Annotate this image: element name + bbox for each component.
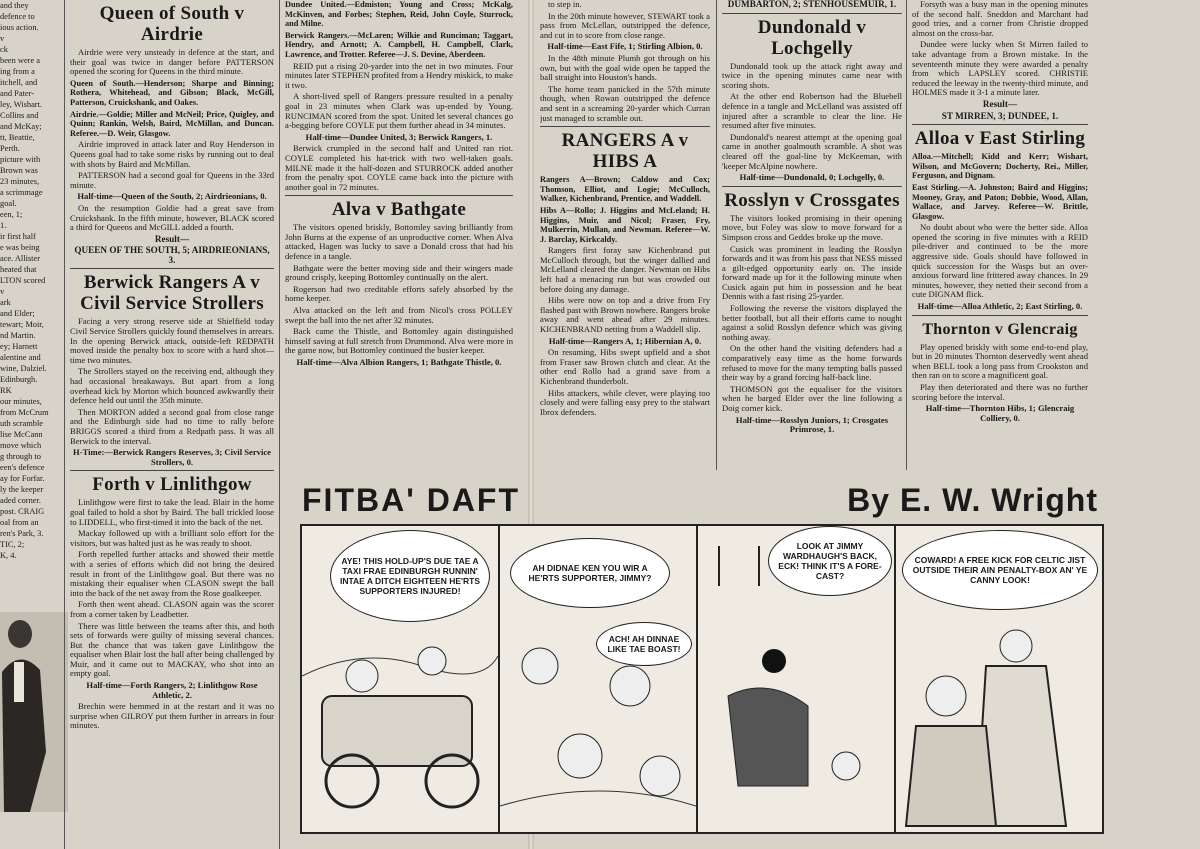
cutoff-text-line: ing from a [0,67,35,76]
speech-bubble-2: AH DIDNAE KEN YOU WIR A HE'RTS SUPPORTER, JIMMY? [510,538,670,608]
article-paragraph: There was little between the teams after this, and both sets of forwards were guilty of missing several chances. But the chance that was taken gave Linlithgow the equaliser when Blair lost the ball after being challenged by Muir, and it came out to MACKAY, who shot into an empty goal. [70,620,274,679]
cutoff-text-line: defence to [0,12,35,21]
column-queen-of-south [70,0,274,849]
cutoff-text-line: K, 4. [0,551,17,560]
article-paragraph: Airdrie improved in attack later and Roy Henderson in Queens goal had to take some risks by running out to deal with shots by Baird and McMillan. [70,139,274,169]
article-paragraph: Dundee were lucky when St Mirren failed to take advantage from a Brown mistake. In the seventeenth minute they were awarded a penalty from which LAPSLEY scored. CHRISTIE reduced the leeway in the twenty-third minute, and HOLMES made it 3-1 a minute later. [912,39,1088,98]
column-dundee-alva [285,0,513,470]
cutoff-text-line: LTON scored [0,276,46,285]
article-paragraph: Alva attacked on the left and from Nicol's cross POLLEY swept the ball into the net after 32 minutes. [285,305,513,325]
cutoff-text-line: and Elder; [0,309,35,318]
cutoff-text-line: lise McCann [0,430,43,439]
cutoff-text-line: oal from an [0,518,39,527]
cutoff-text-line: 23 minutes, [0,177,40,186]
cutoff-text-line: Perth. [0,144,20,153]
article-paragraph: On the other hand the visiting defenders had a comparatively easy time as the home forwards refused to move for the many tempting balls passed their way by a grand forcing half-back line. [722,343,902,383]
cutoff-text-line: RK [0,386,12,395]
cutoff-text-line: ay for Forfar. [0,474,45,483]
cutoff-text-line: move which [0,441,42,450]
half-time-score: Half-time—Forth Rangers, 2; Linlithgow Rose Athletic, 2. [86,680,258,700]
headline-alloa-east-stirling: Alloa v East Stirling [914,128,1086,150]
team-lineup: Airdrie.—Goldie; Miller and McNeil; Price, Quigley, and Quinn; Rankin, Welsh, Baird, McMillan, and Duncan. Referee.—D. Weir, Glasgow. [70,109,274,138]
cutoff-text-line: v [0,34,5,43]
cutoff-text-line: ly the keeper [0,485,44,494]
article-paragraph: Rogerson had two creditable efforts safely absorbed by the home keeper. [285,283,513,304]
article-paragraph: On the resumption Goldie had a great save from Cruickshank. In the fifth minute, however, BLACK scored a third for Queens and McGILL added a fourth. [70,202,274,233]
team-lineup: Dundee United.—Edmiston; Young and Cross; McKalg, McKinven, and Forbes; Stephen, Reid, John Coyle, Sturrock, and Milne. [285,0,513,29]
article-paragraph: Rangers first foray saw Kichenbrand put McCulloch through, but the winger dallied and McLelland cleared the danger. Newman on Hibs left had a menacing run but was crowded out before doing any damage. [540,245,710,294]
speech-bubble-3: ACH! AH DINNAE LIKE TAE BOAST! [596,622,692,666]
article-paragraph: Dundonald took up the attack right away and twice in the opening minutes came near with scoring shots. [722,60,902,90]
article-paragraph: Forsyth was a busy man in the opening minutes of the second half. Sneddon and Marchant had good tries, and a corner from Christie dropped almost on the cross-bar. [912,0,1088,38]
cutoff-text-line: Edinburgh. [0,375,38,384]
article-paragraph: The visitors opened briskly, Bottomley saving brilliantly from John Burns at the expense of an unproductive corner. When Alva attacked, Hagen was lucky to save a Donald cross that had his defence in a tangle. [285,222,513,262]
cutoff-text-line: our minutes, [0,397,42,406]
column-dundonald-rosslyn [722,0,902,470]
cutoff-text-line: itchell, and [0,78,38,87]
cutoff-text-line: aded corner. [0,496,41,505]
cartoon-panel-3 [698,526,896,832]
result-score: QUEEN OF THE SOUTH, 5; AIRDRIEONIANS, 3. [74,245,270,265]
cutoff-text-line: ley, Wishart. [0,100,42,109]
article-paragraph: The home team panicked in the 57th minute though, when Rowan outstripped the defence and sent in a screaming 20-yarder which Curran just managed to scramble out. [540,83,710,123]
article-paragraph: Dundonald's nearest attempt at the opening goal came in another goalmouth scramble. A shot was cleared off the goal-line by McKeeman, with 'keeper McAlpine nowhere. [722,131,902,171]
article-paragraph: The visitors looked promising in their opening move, but Foley was slow to move forward for a Simpson cross and Geddes broke up the move. [722,212,902,242]
cutoff-text-line: g through to [0,452,41,461]
half-time-score: H-Time:—Berwick Rangers Reserves, 3; Civil Service Strollers, 0. [73,447,271,467]
article-paragraph: Then MORTON added a second goal from close range and the Edinburgh side had no time to rally before BRIGGS scored a third from a Redpath pass. It was all Berwick to the interval. [70,406,274,446]
article-paragraph: Play then deteriorated and there was no further scoring before the interval. [912,382,1088,402]
headline-queen-of-south: Queen of South v Airdrie [99,3,245,45]
article-paragraph: Linlithgow were first to take the lead. Blair in the home goal failed to hold a shot by Baird. The ball trickled loose to LIDDELL, who first-timed it into the back of the net. [70,497,274,527]
article-paragraph: Berwick crumpled in the second half and United ran riot. COYLE completed his hat-trick with two well-taken goals. MILNE made it the half-dozen and STURROCK added another from the penalty spot. COYLE came back into the picture with another goal in 72 minutes. [285,143,513,192]
article-paragraph: Hibs attackers, while clever, were playing too closely and were falling easy prey to the stalwart Ibrox defenders. [540,387,710,417]
cutoff-text-line: uth scramble [0,419,44,428]
cutoff-text-line: TIC, 2; [0,540,25,549]
result-label: Result— [154,233,190,244]
speech-bubble-5: COWARD! A FREE KICK FOR CELTIC JIST OUTSIDE THEIR AIN PENALTY-BOX AN' YE CANNY LOOK! [902,530,1098,610]
cutoff-text-line: picture with [0,155,41,164]
cutoff-text-line: and they [0,1,29,10]
cutoff-text-line: post. CRAIG [0,507,45,516]
cutoff-text-line: 1. [0,221,7,230]
speech-bubble-4: LOOK AT JIMMY WARDHAUGH'S BACK, ECK! THINK IT'S A FORE-CAST? [768,526,892,596]
result-score: ST MIRREN, 3; DUNDEE, 1. [941,110,1059,121]
headline-alva-bathgate: Alva v Bathgate [331,199,467,221]
team-lineup: Queen of South.—Henderson; Sharpe and Binning; Rothera, Whitehead, and Gibson; Black, McGill, Patterson, Cruickshank, and Oakes. [70,78,274,107]
team-lineup: East Stirling.—A. Johnston; Baird and Higgins; Mooney, Gray, and Paton; Dobbie, Wood, Allan, Wallace, and Jarvey. Referee—W. Brittle, Glasgow. [912,182,1088,221]
headline-berwick-civil-service: Berwick Rangers A v Civil Service Strollers [80,272,264,315]
cutoff-text-line: from McCrum [0,408,49,417]
article-paragraph: The Strollers stayed on the receiving end, although they had occasional breakaways. But apart from a long overhead kick by Morton which bounced awkwardly their defence held out until the 35th minute. [70,366,274,406]
cutoff-text-line: Brown was [0,166,38,175]
headline-dundonald-lochgelly: Dundonald v Lochgelly [757,16,867,59]
column-st-mirren-alloa [912,0,1088,470]
article-paragraph: In the 48th minute Plumb got through on his own, but with the goal wide open he tapped the ball straight into Houston's hands. [540,52,710,83]
cutoff-text-line: Collins and [0,111,39,120]
headline-rangers-hibs: RANGERS A v HIBS A [561,130,689,173]
article-paragraph: REID put a rising 20-yarder into the net in two minutes. Four minutes later STEPHEN profited from a Hendry miskick, to make it two. [285,60,513,90]
article-paragraph: At the other end Robertson had the Bluebell defence in a tangle and McLelland was assisted off injured after a scramble to clear the line. He resumed after five minutes. [722,91,902,131]
cutoff-text-line: tewart; Moir, [0,320,44,329]
cartoon-panel-2 [500,526,698,832]
headline-forth-linlithgow: Forth v Linlithgow [92,474,252,496]
result-label: Result— [982,98,1018,109]
article-paragraph: Forth then went ahead. CLASON again was the scorer from a corner taken by Leadbetter. [70,599,274,619]
team-lineup: Berwick Rangers.—McLaren; Wilkie and Runciman; Taggart, Hendry, and Arnott; A. Campbell, H. Campbell, Clark, Lawrence, and Trotter. Referee—J. S. Devine, Aberdeen. [285,30,513,59]
cutoff-text-line: ious action. [0,23,39,32]
cutoff-text-line: ck [0,45,8,54]
column-rangers-hibs [540,0,710,470]
half-time-score: Half-time—Dundonald, 0; Lochgelly, 0. [739,172,885,183]
half-time-score: Half-time—Queen of the South, 2; Airdrieonians, 0. [77,191,267,202]
half-time-score: Half-time—Rangers A, 1; Hibernian A, 0. [548,335,702,346]
cutoff-text-line: nd Martin. [0,331,36,340]
headline-rosslyn-crossgates: Rosslyn v Crossgates [724,189,900,211]
article-paragraph: Forth repelled further attacks and showed their mettle with a series of efforts which did not bring the desired result in front of the Linlithgow goal. But there was no mistaking their equaliser when CLASON swept the ball into the back of the net away from the Rose goalkeeper. [70,549,274,598]
team-lineup: Alloa.—Mitchell; Kidd and Kerr; Wishart, Wilson, and McGovern; Docherty, Rei., Miller, Ferguson, and Dignam. [912,152,1088,181]
cutoff-text-line: ir first half [0,232,36,241]
half-time-score: Half-time—Rosslyn Juniors, 1; Crosgates Primrose, 1. [735,414,889,435]
cutoff-text-line: and McKay; [0,122,42,131]
article-paragraph: In the 20th minute however, STEWART took a pass from McLellan, outstripped the defence, and cut in to score from close range. [540,10,710,40]
cutoff-text-line: een, 1; [0,210,23,219]
team-lineup: Rangers A—Brown; Caldow and Cox; Thomson, Elliot, and Logie; McCulloch, Walker, Kichenbrand, Prentice, and Waddell. [540,175,710,204]
cutoff-text-line: wine, Dalziel. [0,364,47,373]
cartoon-byline: By E. W. Wright [847,482,1098,518]
article-paragraph: Play opened briskly with some end-to-end play, but in 20 minutes Thornton deservedly went ahead when BELL took a long pass from Crookston and then ran on to score a magnificent goal. [912,341,1088,381]
cartoon-header [298,478,1102,524]
cutoff-text-line: e was being [0,243,40,252]
article-paragraph: Cusick was prominent in leading the Rosslyn forwards and it was from his pass that NESS missed a gilt-edged opportunity early on. The inside forward made up for it the following minute when Cusick again put him in possession and he beat Dennis with a fast rising 25-yarder. [722,243,902,302]
half-time-score: Half-time—Dundee United, 3; Berwick Rangers, 1. [305,131,493,142]
headline-thornton-glencraig: Thornton v Glencraig [922,320,1078,338]
article-paragraph: Back came the Thistle, and Bottomley again distinguished himself saving at full stretch from Drummond. Alva were more in the game now, but Bottomley continued the busier keeper. [285,326,513,356]
article-paragraph: THOMSON got the equaliser for the visitors when he barged Elder over the line following a Doig corner kick. [722,383,902,413]
player-photo [0,612,68,812]
half-time-score: Half-time—Alva Albion Rangers, 1; Bathgate Thistle, 0. [296,357,502,367]
cutoff-text-line: goal. [0,199,17,208]
cutoff-text-line: ey; Harnett [0,342,38,351]
cartoon-panel-1 [302,526,500,832]
cartoon-panel-4 [896,526,1102,832]
article-paragraph: No doubt about who were the better side. Alloa opened the scoring in five minutes with a REID pile-driver and continued to be the more aggressive side. Goals should have followed in quick succession for the Wasps but an over-anxious forward line frittered away chances. In 29 minutes, however, they netted their second from a cute DIGNAM flick. [912,222,1088,300]
cutoff-text-line: ace. Allister [0,254,40,263]
article-paragraph: Bathgate were the better moving side and their wingers made ground crisply, keeping Bottomley continually on the alert. [285,262,513,283]
cartoon-title: FITBA' DAFT [302,482,521,518]
half-time-score: Half-time—Thornton Hibs, 1; Glencraig Colliery, 0. [925,403,1075,423]
article-paragraph: A short-lived spell of Rangers pressure resulted in a penalty goal in 23 minutes when Clark was up-ended by Young. RUNCIMAN scored from the spot. United let several chances go a-begging before COYLE put them further ahead in 34 minutes. [285,91,513,131]
article-paragraph: On resuming, Hibs swept upfield and a shot from Fraser saw Brown clutch and clear. At the other end Rollo had a grand save from a Kichenbrand thunderbolt. [540,347,710,386]
half-time-score: Half-time—Alloa Athletic, 2; East Stirling, 0. [917,301,1083,312]
team-lineup: Hibs A—Rollo; J. Higgins and McLeland; H. Higgins, Muir, and Nicol; Fraser, Fry, Mulkerrin, Mullan, and Newman. Referee—W. J. Barclay, Kirkcaldy. [540,205,710,244]
cutoff-text-line: alentine and [0,353,41,362]
cutoff-text-line: v [0,287,5,296]
article-paragraph: Brechin were hemmed in at the restart and it was no surprise when GILROY put them further in arrears in four minutes. [70,701,274,731]
half-time-score: Half-time—East Fife, 1; Stirling Albion, 0. [547,41,703,52]
article-paragraph: Airdrie were very unsteady in defence at the start, and their goal was twice in danger before PATTERSON opened the scoring for Queens in the third minute. [70,47,274,77]
cutoff-text-line: a scrimmage [0,188,43,197]
article-paragraph: Following the reverse the visitors displayed the better football, but all their efforts came to nought against a solid Rosslyn defence which was giving nothing away. [722,303,902,342]
cutoff-text-line: een's defence [0,463,45,472]
cutoff-text-line: ren's Park, 3. [0,529,44,538]
article-paragraph: to step in. [548,0,582,9]
article-paragraph: Hibs were now on top and a drive from Fry flashed past with Brown nowhere. Rangers broke away and went ahead after 29 minutes. KICHENBRAND netting from a Waddell slip. [540,295,710,335]
article-paragraph: PATTERSON had a second goal for Queens in the 33rd minute. [70,170,274,190]
cutoff-text-line: been were a [0,56,40,65]
result-score: DUMBARTON, 2; STENHOUSEMUIR, 1. [727,0,897,9]
cartoon-strip [300,524,1104,834]
article-paragraph: Mackay followed up with a brilliant solo effort for the visitors, but was halted just as he was ready to shoot. [70,528,274,548]
article-paragraph: Facing a very strong reserve side at Shielfield today Civil Service Strollers quickly found themselves in arrears. In the opening Berwick attack, outside-left REDPATH moved inside the penalty box to score with a hard shot—time two minutes. [70,316,274,365]
cutoff-text-line: and Pater- [0,89,35,98]
cutoff-text-line: ark [0,298,11,307]
speech-bubble-1: AYE! THIS HOLD-UP'S DUE TAE A TAXI FRAE EDINBURGH RUNNIN' INTAE A DITCH EIGHTEEN HE'RTS SUPPORTERS INJURED! [330,530,490,622]
cutoff-text-line: tt, Beattie, [0,133,35,142]
cutoff-text-line: heated that [0,265,37,274]
